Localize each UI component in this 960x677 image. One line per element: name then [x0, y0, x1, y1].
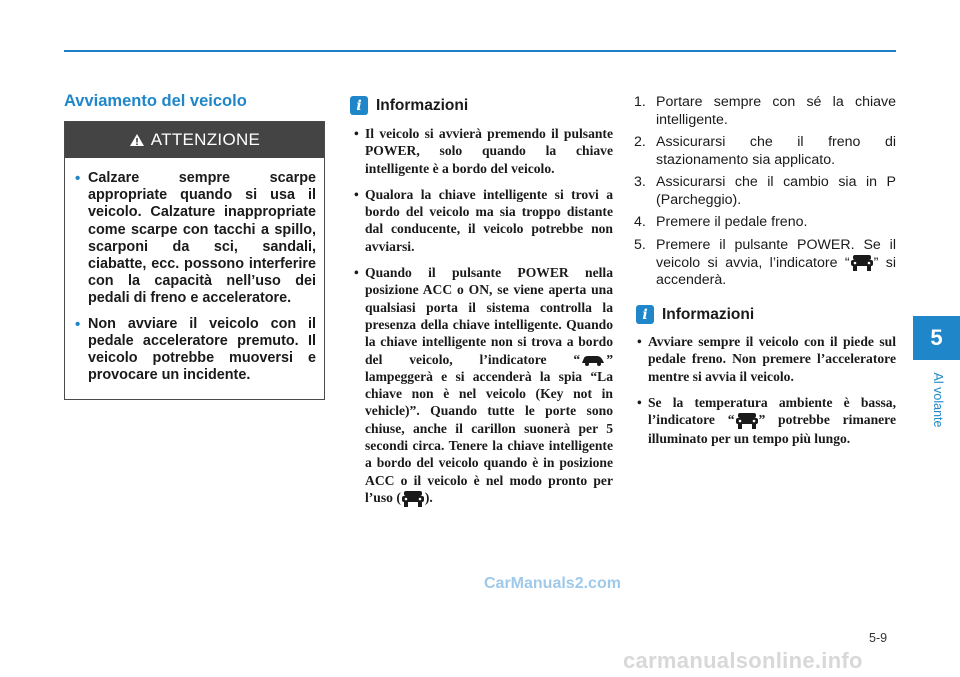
info-title: Informazioni	[662, 305, 755, 323]
info-item: • Avviare sempre il veicolo con il piede sul pedale freno. Non premere l’acceleratore mentre si avvia il veicolo.	[637, 333, 896, 385]
step-item: 1. Portare sempre con sé la chiave intelligente.	[634, 94, 896, 128]
start-steps	[634, 94, 896, 295]
info-title: Informazioni	[376, 96, 469, 114]
step-item: 3. Assicurarsi che il cambio sia in P (Parcheggio).	[634, 174, 896, 208]
warning-header	[65, 122, 324, 158]
watermark-site[interactable]: CarManuals2.com	[484, 575, 621, 592]
warning-item: • Calzare sempre scarpe appropriate quando si usa il veicolo. Calzature inappropriate come scarpe con tacchi a spillo, scarponi da sci, sandali, ciabatte, ecc. possono interferire con la capacità nell’uso dei pedali di freno e acceleratore.	[75, 170, 316, 308]
section-title: Avviamento del veicolo	[64, 92, 247, 110]
top-rule	[64, 50, 896, 52]
info-item: • Il veicolo si avvierà premendo il pulsante POWER, solo quando la chiave intelligente è a bordo del veicolo.	[354, 125, 613, 177]
info-icon: i	[350, 96, 368, 115]
step-item: 2. Assicurarsi che il freno di stazionamento sia applicato.	[634, 134, 896, 168]
info-item: • Qualora la chiave intelligente si trovi a bordo del veicolo ma sia troppo distante dal conducente, il veicolo potrebbe non avviarsi.	[354, 186, 613, 255]
step-item: 4. Premere il pedale freno.	[634, 214, 808, 230]
warning-item: • Non avviare il veicolo con il pedale acceleratore premuto. Il veicolo potrebbe muoversi e provocare un incidente.	[75, 316, 316, 385]
info-text: ” lampeggerà e si accenderà la spia “La chiave non è nel veicolo (Key not in vehicle)”. Quando tutte le porte sono chiuse, anche il carillon suonerà per 5 secondi circa. Tenere la chiave intelligente a bordo del veicolo quando è in posizione ACC o il veicolo è nel modo pronto per l’uso (	[365, 351, 613, 505]
car-ready-icon	[735, 412, 759, 430]
info-heading-1	[350, 96, 468, 115]
warning-title: ATTENZIONE	[150, 130, 261, 149]
info-icon: i	[636, 305, 654, 324]
watermark-footer[interactable]: carmanualsonline.info	[623, 648, 863, 673]
car-key-icon	[580, 354, 606, 366]
info-item	[354, 264, 613, 508]
info-text: Quando il pulsante POWER nella posizione ACC o ON, se viene aperta una qualsiasi porta il sistema controlla la presenza della chiave intelligente. Quando la chiave intelligente non si trova a bordo del veicolo, l’indicatore “	[365, 265, 613, 367]
car-ready-icon	[850, 254, 874, 272]
chapter-tab: 5	[913, 316, 960, 360]
info-text: ).	[424, 489, 433, 505]
info-item: • Se la temperatura ambiente è bassa, l’indicatore “ ” potrebbe rimanere illuminato per un tempo più lungo.	[637, 394, 896, 447]
page-number: 5-9	[869, 631, 888, 645]
warning-list	[65, 158, 324, 384]
info-list-2	[637, 333, 896, 456]
step-item: 5. Premere il pulsante POWER. Se il veicolo si avvia, l’indicatore “ ” si accenderà.	[634, 236, 896, 289]
info-list-1	[354, 125, 613, 517]
car-ready-icon	[401, 490, 425, 508]
chapter-label: Al volante	[931, 372, 945, 428]
warning-box	[64, 121, 325, 400]
info-heading-2	[636, 305, 754, 324]
warning-triangle-icon	[129, 133, 145, 147]
